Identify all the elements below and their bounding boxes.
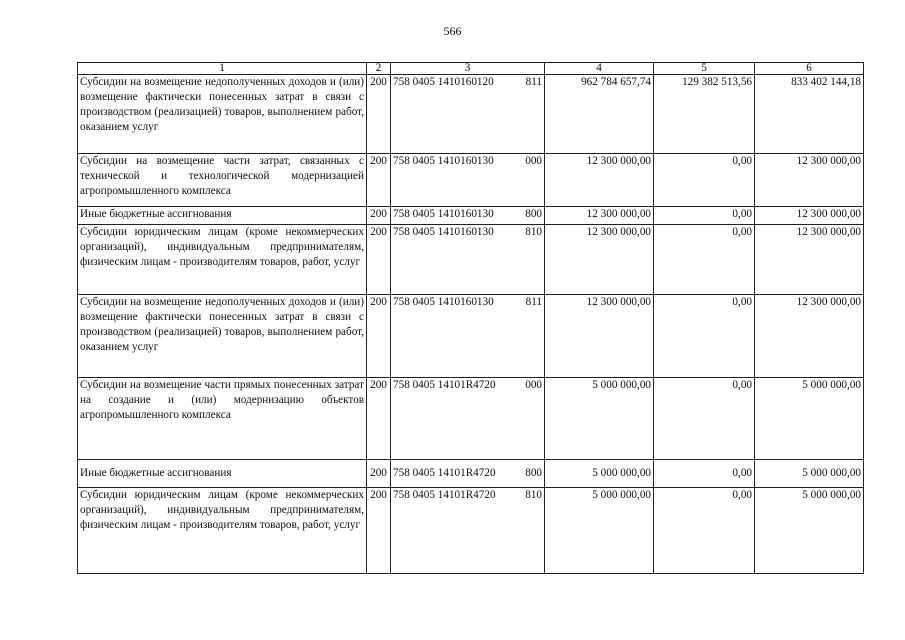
table-row [78, 378, 864, 460]
row-code [391, 75, 545, 154]
expense-type-code: 811 [525, 296, 542, 308]
row-code [391, 488, 545, 574]
table-row [78, 75, 864, 154]
row-code [391, 154, 545, 207]
expense-type-code: 811 [525, 76, 542, 88]
row-name: Иные бюджетные ассигнования [78, 207, 367, 225]
row-col2: 200 [367, 75, 391, 154]
row-col2: 200 [367, 460, 391, 488]
row-col2: 200 [367, 225, 391, 295]
row-code [391, 207, 545, 225]
row-name: Субсидии на возмещение части затрат, связанных с технической и технологической модернизацией агропромышленного комплекса [78, 154, 367, 207]
row-col6: 833 402 144,18 [755, 75, 864, 154]
budget-code: 758 0405 1410160130 [393, 155, 494, 167]
row-name: Иные бюджетные ассигнования [78, 460, 367, 488]
table-row [78, 154, 864, 207]
column-header-6: 6 [755, 63, 864, 75]
row-col2: 200 [367, 378, 391, 460]
expense-type-code: 000 [525, 155, 542, 167]
row-col4: 5 000 000,00 [545, 378, 654, 460]
row-col6: 12 300 000,00 [755, 295, 864, 378]
row-name: Субсидии на возмещение части прямых понесенных затрат на создание и (или) модернизацию объектов агропромышленного комплекса [78, 378, 367, 460]
expense-type-code: 800 [525, 208, 542, 220]
row-col4: 12 300 000,00 [545, 225, 654, 295]
row-name: Субсидии на возмещение недополученных доходов и (или) возмещение фактически понесенных затрат в связи с производством (реализацией) товаров, выполнением работ, оказанием услуг [78, 75, 367, 154]
row-code [391, 460, 545, 488]
column-header-3: 3 [391, 63, 545, 75]
row-col5: 0,00 [654, 488, 755, 574]
column-header-1: 1 [78, 63, 367, 75]
row-code [391, 225, 545, 295]
row-col6: 5 000 000,00 [755, 378, 864, 460]
expense-type-code: 000 [525, 379, 542, 391]
row-name: Субсидии юридическим лицам (кроме некоммерческих организаций), индивидуальным предпринимателям, физическим лицам - производителям товаров, работ, услуг [78, 225, 367, 295]
budget-table [77, 62, 864, 574]
row-col6: 5 000 000,00 [755, 488, 864, 574]
expense-type-code: 810 [525, 226, 542, 238]
row-col5: 0,00 [654, 378, 755, 460]
row-col2: 200 [367, 295, 391, 378]
table-header-row [78, 63, 864, 75]
table-row [78, 207, 864, 225]
row-col4: 12 300 000,00 [545, 295, 654, 378]
row-name: Субсидии на возмещение недополученных доходов и (или) возмещение фактически понесенных затрат в связи с производством (реализацией) товаров, выполнением работ, оказанием услуг [78, 295, 367, 378]
row-col4: 962 784 657,74 [545, 75, 654, 154]
row-col5: 0,00 [654, 154, 755, 207]
column-header-2: 2 [367, 63, 391, 75]
column-header-4: 4 [545, 63, 654, 75]
column-header-5: 5 [654, 63, 755, 75]
row-col4: 5 000 000,00 [545, 460, 654, 488]
budget-code: 758 0405 14101R4720 [393, 379, 496, 391]
row-col5: 0,00 [654, 295, 755, 378]
budget-code: 758 0405 1410160130 [393, 296, 494, 308]
row-col6: 5 000 000,00 [755, 460, 864, 488]
budget-code: 758 0405 1410160120 [393, 76, 494, 88]
expense-type-code: 810 [525, 489, 542, 501]
table-row [78, 460, 864, 488]
table-row [78, 295, 864, 378]
row-name: Субсидии юридическим лицам (кроме некоммерческих организаций), индивидуальным предпринимателям, физическим лицам - производителям товаров, работ, услуг [78, 488, 367, 574]
row-col4: 5 000 000,00 [545, 488, 654, 574]
page-number: 566 [443, 24, 462, 38]
row-col6: 12 300 000,00 [755, 225, 864, 295]
row-col2: 200 [367, 207, 391, 225]
expense-type-code: 800 [525, 467, 542, 479]
row-code [391, 295, 545, 378]
budget-code: 758 0405 1410160130 [393, 226, 494, 238]
row-col5: 129 382 513,56 [654, 75, 755, 154]
row-code [391, 378, 545, 460]
row-col2: 200 [367, 154, 391, 207]
budget-code: 758 0405 1410160130 [393, 208, 494, 220]
row-col6: 12 300 000,00 [755, 154, 864, 207]
table-row [78, 488, 864, 574]
row-col5: 0,00 [654, 460, 755, 488]
budget-code: 758 0405 14101R4720 [393, 467, 496, 479]
row-col4: 12 300 000,00 [545, 154, 654, 207]
row-col5: 0,00 [654, 225, 755, 295]
row-col6: 12 300 000,00 [755, 207, 864, 225]
row-col4: 12 300 000,00 [545, 207, 654, 225]
table-row [78, 225, 864, 295]
row-col2: 200 [367, 488, 391, 574]
budget-code: 758 0405 14101R4720 [393, 489, 496, 501]
row-col5: 0,00 [654, 207, 755, 225]
